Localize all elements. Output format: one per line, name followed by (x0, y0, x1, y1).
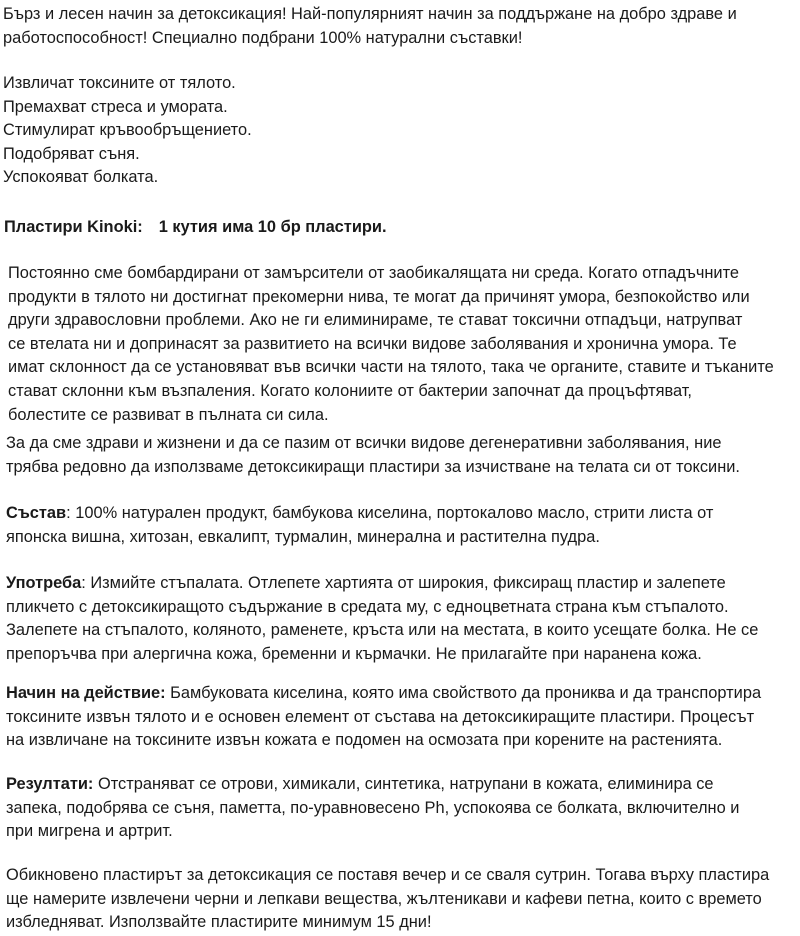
usage-line: Залепете на стъпалото, коляното, раменете, кръста или на местата, в които усещате болка. Не се (6, 621, 759, 640)
usage-label: Употреба (6, 574, 82, 592)
usage-line: препоръчва при алергична кожа, бременни и кърмачки. Не прилагайте при наранена кожа. (6, 644, 702, 663)
action-line: токсините извън тялото и е основен елемент от състава на детоксикиращите пластири. Процесът (6, 707, 755, 726)
intro-paragraph (3, 3, 737, 50)
action-text: Бамбуковата киселина, която има свойството да прониква и да транспортира (165, 684, 762, 702)
results-paragraph (6, 773, 739, 844)
about-line: се втелата ни и допринасят за развитието на всички видове заболявания и хронична умора. Те (8, 334, 737, 353)
product-name: Пластири Kinoki: (4, 218, 143, 236)
results-label: Резултати: (6, 775, 94, 793)
results-text: Отстраняват се отрови, химикали, синтетика, натрупани в кожата, елиминира се (93, 775, 714, 793)
composition-label: Състав (6, 504, 67, 522)
need-line: трябва редовно да използваме детоксикиращи пластири за изчистване на телата си от токсини. (6, 457, 740, 476)
about-line: имат склонност да се установяват във всички части на тялото, така че органите, ставите и тъканите (8, 358, 774, 377)
closing-line: избледняват. Използвайте пластирите минимум 15 дни! (6, 913, 432, 932)
usage-text: : Измийте стъпалата. Отлепете хартията от широкия, фиксиращ пластир и залепете (81, 574, 726, 592)
action-paragraph (6, 682, 761, 753)
about-line: други здравословни проблеми. Ако не ги елиминираме, те стават токсични отпадъци, натрупват (8, 311, 743, 330)
composition-paragraph (6, 502, 713, 549)
benefit-item: Стимулират кръвообръщението. (3, 121, 252, 140)
benefit-item: Подобряват съня. (3, 144, 140, 163)
benefit-item: Извличат токсините от тялото. (3, 74, 236, 92)
action-label: Начин на действие: (6, 684, 166, 702)
intro-line: Бърз и лесен начин за детоксикация! Най-популярният начин за поддържане на добро здраве и (3, 5, 737, 23)
about-line: стават склонни към възпаления. Когато колониите от бактерии започнат да процъфтяват, (8, 381, 692, 400)
about-line: Постоянно сме бомбардирани от замърсители от заобикалящата ни среда. Когато отпадъчните (8, 264, 740, 282)
results-line: запека, подобрява се съня, паметта, по-уравновесено Ph, успокоява се болката, включително и (6, 798, 740, 817)
need-paragraph (6, 432, 740, 479)
usage-line: пликчето с детоксикиращото съдържание в средата му, с едноцветната страна към стъпалото. (6, 597, 729, 616)
about-line: продукти в тялото ни достигнат прекомерни нива, те могат да причинят умора, безпокойство или (8, 287, 750, 306)
about-paragraph (8, 262, 774, 427)
closing-line: ще намерите извлечени черни и лепкави вещества, жълтеникави и кафеви петна, които с времето (6, 889, 762, 908)
usage-paragraph (6, 572, 758, 666)
benefit-item: Успокояват болката. (3, 168, 159, 187)
need-line: За да сме здрави и жизнени и да се пазим от всички видове дегенеративни заболявания, ние (6, 434, 722, 452)
benefits-list (3, 72, 252, 190)
product-package: 1 кутия има 10 бр пластири. (158, 218, 387, 236)
about-line: болестите се развиват в пълната си сила. (8, 405, 329, 424)
benefit-item: Премахват стреса и умората. (3, 97, 228, 116)
results-line: при мигрена и артрит. (6, 822, 173, 841)
product-heading (4, 216, 387, 240)
intro-line: работоспособност! Специално подбрани 100% натурални съставки! (3, 28, 523, 47)
action-line: на извличане на токсините извън кожата е подомен на осмозата при корените на растенията. (6, 731, 723, 750)
composition-line: японска вишна, хитозан, евкалипт, турмалин, минерална и растителна пудра. (6, 527, 600, 546)
closing-line: Обикновено пластирът за детоксикация се поставя вечер и се сваля сутрин. Тогава върху пластира (6, 866, 770, 884)
closing-paragraph (6, 864, 769, 935)
composition-text: : 100% натурален продукт, бамбукова киселина, портокалово масло, стрити листа от (66, 504, 714, 522)
